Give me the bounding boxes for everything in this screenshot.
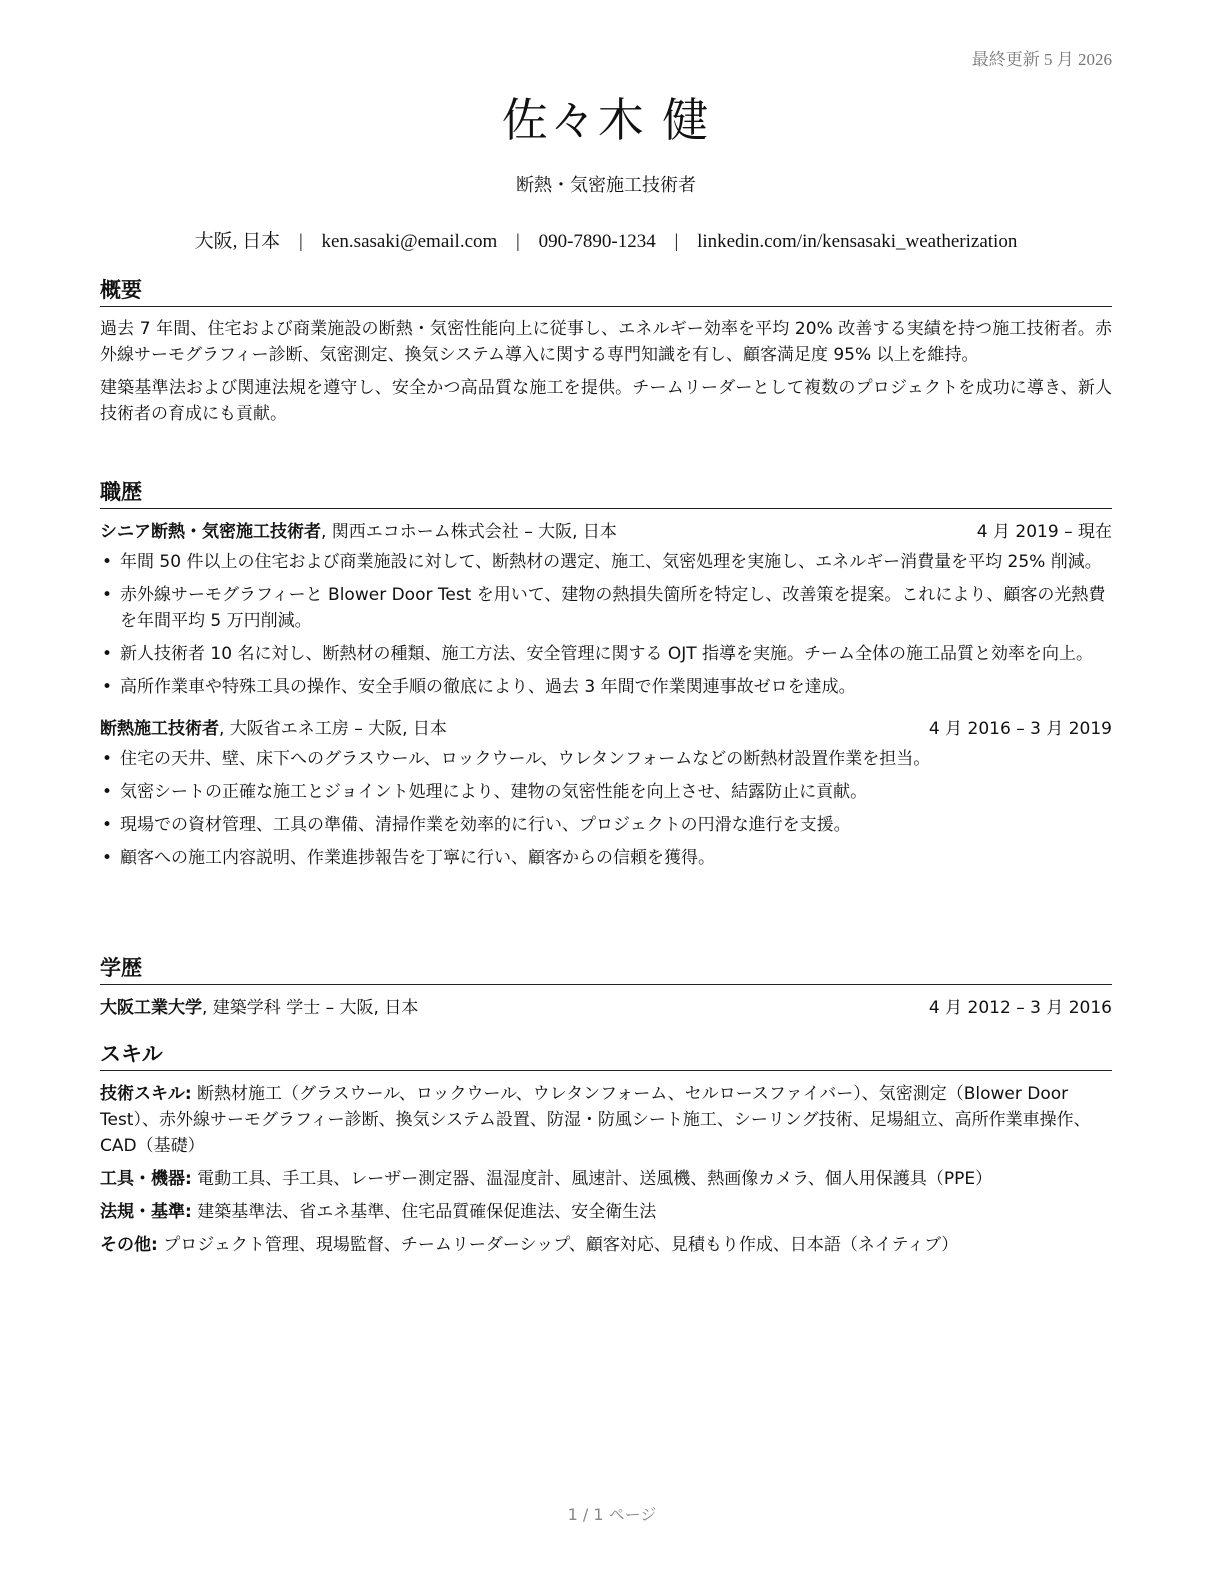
bullet-dot-icon: • <box>102 782 113 802</box>
skill-text: 建築基準法、省エネ基準、住宅品質確保促進法、安全衛生法 <box>191 1202 657 1222</box>
bullet-item <box>100 845 1112 871</box>
bullet-text: 顧客への施工内容説明、作業進捗報告を丁寧に行い、顧客からの信頼を獲得。 <box>120 848 715 868</box>
job-bullets <box>100 549 1112 700</box>
bullet-dot-icon: • <box>102 644 113 664</box>
person-name: 佐々木 健 <box>501 93 711 147</box>
skill-line <box>100 1081 1112 1159</box>
job-title: 断熱・気密施工技術者 <box>516 175 696 196</box>
bullet-text: 年間 50 件以上の住宅および商業施設に対して、断熱材の選定、施工、気密処理を実施し、エネルギー消費量を平均 25% 削減。 <box>120 552 1102 572</box>
education-section <box>100 954 1112 1021</box>
bullet-dot-icon: • <box>102 585 113 605</box>
education-heading: 学歴 <box>100 954 1112 985</box>
bullet-text: 赤外線サーモグラフィーと Blower Door Test を用いて、建物の熱損失箇所を特定し、改善策を提案。これにより、顧客の光熱費を年間平均 5 万円削減。 <box>120 585 1106 631</box>
bullet-dot-icon: • <box>102 677 113 697</box>
education-detail: , 建築学科 学士 – 大阪, 日本 <box>202 998 419 1018</box>
skills-heading: スキル <box>100 1040 1112 1071</box>
job-company: , 大阪省エネ工房 – 大阪, 日本 <box>219 719 447 739</box>
education-entry <box>100 995 1112 1021</box>
skill-label: 工具・機器: <box>100 1169 192 1189</box>
job-entry <box>100 716 1112 871</box>
contact-line <box>100 226 1112 253</box>
page-indicator: 1 / 1 ページ <box>567 1505 657 1524</box>
bullet-item <box>100 549 1112 575</box>
bullet-dot-icon: • <box>102 552 113 572</box>
job-role-company <box>100 519 617 545</box>
skill-label: 法規・基準: <box>100 1202 192 1222</box>
job-role: 断熱施工技術者 <box>100 719 219 739</box>
experience-section <box>100 478 1112 878</box>
job-dates: 4 月 2016 – 3 月 2019 <box>928 719 1112 739</box>
contact-linkedin[interactable]: linkedin.com/in/kensasaki_weatherization <box>697 231 1018 252</box>
last-updated: 最終更新 5 月 2026 <box>971 50 1112 69</box>
job-header <box>100 716 1112 742</box>
summary-section <box>100 276 1112 435</box>
skill-line <box>100 1199 1112 1225</box>
contact-separator: | <box>298 231 303 252</box>
job-entry <box>100 519 1112 700</box>
job-header <box>100 519 1112 545</box>
skill-text: プロジェクト管理、現場監督、チームリーダーシップ、顧客対応、見積もり作成、日本語（ネイティブ） <box>157 1235 959 1255</box>
bullet-item <box>100 674 1112 700</box>
job-role: シニア断熱・気密施工技術者 <box>100 522 321 542</box>
bullet-dot-icon: • <box>102 749 113 769</box>
experience-heading: 職歴 <box>100 478 1112 509</box>
summary-heading: 概要 <box>100 276 1112 307</box>
job-company: , 関西エコホーム株式会社 – 大阪, 日本 <box>321 522 617 542</box>
skill-text: 断熱材施工（グラスウール、ロックウール、ウレタンフォーム、セルロースファイバー）、気密測定（Blower Door Test）、赤外線サーモグラフィー診断、換気システム設置、防湿・防風シート施工、シーリング技術、足場組立、高所作業車操作、CAD（基礎） <box>100 1084 1091 1156</box>
contact-separator: | <box>674 231 679 252</box>
bullet-item <box>100 812 1112 838</box>
bullet-text: 現場での資材管理、工具の準備、清掃作業を効率的に行い、プロジェクトの円滑な進行を支援。 <box>120 815 851 835</box>
bullet-dot-icon: • <box>102 848 113 868</box>
job-role-company <box>100 716 447 742</box>
skill-label: その他: <box>100 1235 158 1255</box>
bullet-item <box>100 779 1112 805</box>
bullet-item <box>100 582 1112 634</box>
skill-line <box>100 1166 1112 1192</box>
skill-label: 技術スキル: <box>100 1084 192 1104</box>
contact-email[interactable]: ken.sasaki@email.com <box>321 231 498 252</box>
skills-section <box>100 1040 1112 1265</box>
bullet-text: 住宅の天井、壁、床下へのグラスウール、ロックウール、ウレタンフォームなどの断熱材設置作業を担当。 <box>120 749 931 769</box>
bullet-item <box>100 641 1112 667</box>
skill-text: 電動工具、手工具、レーザー測定器、温湿度計、風速計、送風機、熱画像カメラ、個人用保護具（PPE） <box>191 1169 993 1189</box>
education-school-detail <box>100 995 418 1021</box>
contact-phone[interactable]: 090-7890-1234 <box>538 231 656 252</box>
bullet-text: 高所作業車や特殊工具の操作、安全手順の徹底により、過去 3 年間で作業関連事故ゼロを達成。 <box>120 677 856 697</box>
bullet-item <box>100 746 1112 772</box>
education-school: 大阪工業大学 <box>100 998 202 1018</box>
education-dates: 4 月 2012 – 3 月 2016 <box>928 998 1112 1018</box>
summary-paragraph: 過去 7 年間、住宅および商業施設の断熱・気密性能向上に従事し、エネルギー効率を平均 20% 改善する実績を持つ施工技術者。赤外線サーモグラフィー診断、気密測定、換気システム導入に関する専門知識を有し、顧客満足度 95% 以上を維持。 <box>100 319 1112 365</box>
contact-location: 大阪, 日本 <box>194 231 281 252</box>
resume-page <box>100 0 1112 1584</box>
bullet-dot-icon: • <box>102 815 113 835</box>
contact-separator: | <box>516 231 520 252</box>
job-bullets <box>100 746 1112 871</box>
summary-paragraph: 建築基準法および関連法規を遵守し、安全かつ高品質な施工を提供。チームリーダーとして複数のプロジェクトを成功に導き、新人技術者の育成にも貢献。 <box>100 378 1112 424</box>
job-dates: 4 月 2019 – 現在 <box>976 522 1112 542</box>
bullet-text: 新人技術者 10 名に対し、断熱材の種類、施工方法、安全管理に関する OJT 指導を実施。チーム全体の施工品質と効率を向上。 <box>120 644 1094 664</box>
bullet-text: 気密シートの正確な施工とジョイント処理により、建物の気密性能を向上させ、結露防止に貢献。 <box>120 782 868 802</box>
skill-line <box>100 1232 1112 1258</box>
